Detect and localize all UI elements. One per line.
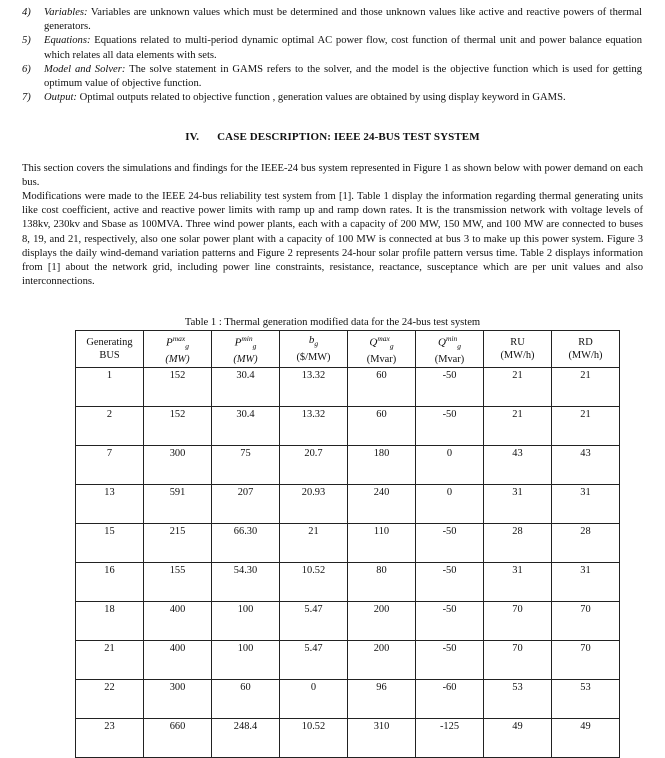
cell-bus: 7	[76, 446, 144, 485]
cell-ru: 49	[484, 719, 552, 758]
section-heading	[0, 131, 665, 143]
cell-pmin: 207	[212, 485, 280, 524]
cell-qmax: 310	[348, 719, 416, 758]
list-item-text: Variables are unknown values which must be determined and those unknown values like active and reactive powers of thermal generators.	[44, 7, 642, 33]
cell-bus: 16	[76, 563, 144, 602]
cell-ru: 21	[484, 407, 552, 446]
cell-qmin: -50	[416, 641, 484, 680]
cell-rd: 43	[552, 446, 620, 485]
enumerated-list	[22, 6, 642, 105]
cell-qmax: 96	[348, 680, 416, 719]
cell-rd: 21	[552, 368, 620, 407]
cell-pmin: 54.30	[212, 563, 280, 602]
col-header-qmax: $Q^{max}_g$ (Mvar)	[348, 331, 416, 368]
cell-pmax: 215	[144, 524, 212, 563]
list-item-term: Output:	[44, 92, 77, 104]
cell-bg: 21	[280, 524, 348, 563]
table-row	[76, 446, 620, 485]
table-row	[76, 485, 620, 524]
cell-pmin: 75	[212, 446, 280, 485]
table-row	[76, 680, 620, 719]
cell-pmax: 155	[144, 563, 212, 602]
paragraph: Modifications were made to the IEEE 24-bus reliability test system from [1]. Table 1 display the information regarding thermal generating units like cost coefficient, active and reactive power limits with ramp up and ramp down rates. It is the transmission network with voltage levels of 138kv, 230kv and Sbase as 100MVA. Three wind power plants, each with a capacity of 200 MW, 150 MW, and 100 MW are connected to buses 8, 19, and 21, respectively, also one solar power plant with a capacity of 100 MW is connected at bus 3 to make up this power system. Figure 3 displays the daily wind-demand variation patterns and Figure 2 represents 24-hour solar profile pattern versus time. Table 2 displays information from [1] about the network grid, including power line constraints, resistance, reactance, susceptance which are per unit values and also interconnections.	[22, 191, 643, 288]
col-header-bus: Generating BUS	[76, 331, 144, 368]
list-item-term: Variables:	[44, 7, 88, 18]
table-header-row	[76, 331, 620, 368]
cell-pmin: 66.30	[212, 524, 280, 563]
cell-rd: 70	[552, 641, 620, 680]
cell-bus: 18	[76, 602, 144, 641]
col-header-bg: $b_g$ ($/MW)	[280, 331, 348, 368]
cell-pmin: 30.4	[212, 368, 280, 407]
cell-qmax: 200	[348, 641, 416, 680]
cell-pmax: 152	[144, 368, 212, 407]
cell-bus: 15	[76, 524, 144, 563]
section-title: CASE DESCRIPTION: IEEE 24-BUS TEST SYSTEM	[217, 131, 480, 143]
col-header-pmin: $P^{min}_g$ (MW)	[212, 331, 280, 368]
cell-pmax: 300	[144, 680, 212, 719]
list-item-text: The solve statement in GAMS refers to the solver, and the model is the objective function which is used for getting optimum value of objective function.	[44, 63, 642, 90]
cell-qmin: -125	[416, 719, 484, 758]
section-number: IV.	[185, 131, 200, 143]
cell-bg: 0	[280, 680, 348, 719]
table-row	[76, 407, 620, 446]
table-row	[76, 368, 620, 407]
cell-bg: 13.32	[280, 368, 348, 407]
cell-qmax: 200	[348, 602, 416, 641]
cell-bus: 21	[76, 641, 144, 680]
cell-pmin: 248.4	[212, 719, 280, 758]
list-item-term: Model and Solver:	[44, 63, 126, 75]
cell-qmin: 0	[416, 485, 484, 524]
cell-qmin: -50	[416, 563, 484, 602]
cell-bus: 13	[76, 485, 144, 524]
cell-qmax: 180	[348, 446, 416, 485]
cell-pmax: 400	[144, 602, 212, 641]
cell-bus: 2	[76, 407, 144, 446]
col-header-ru: RU (MW/h)	[484, 331, 552, 368]
cell-rd: 28	[552, 524, 620, 563]
table-row	[76, 602, 620, 641]
cell-rd: 49	[552, 719, 620, 758]
cell-pmax: 660	[144, 719, 212, 758]
cell-ru: 21	[484, 368, 552, 407]
cell-bus: 23	[76, 719, 144, 758]
cell-pmax: 400	[144, 641, 212, 680]
cell-pmin: 60	[212, 680, 280, 719]
cell-ru: 70	[484, 602, 552, 641]
table-row	[76, 524, 620, 563]
cell-bg: 20.7	[280, 446, 348, 485]
cell-bg: 13.32	[280, 407, 348, 446]
cell-qmin: -60	[416, 680, 484, 719]
list-item: 7) Output: Optimal outputs related to objective function , generation values are obtained by using display keyword in GAMS.	[22, 92, 566, 104]
cell-bg: 5.47	[280, 641, 348, 680]
cell-rd: 70	[552, 602, 620, 641]
cell-ru: 28	[484, 524, 552, 563]
cell-pmin: 100	[212, 602, 280, 641]
cell-pmax: 300	[144, 446, 212, 485]
list-item: 4) Variables: Variables are unknown values which must be determined and those unknown values like active and reactive powers of thermal generators.	[22, 7, 642, 33]
cell-qmin: -50	[416, 368, 484, 407]
thermal-generation-table	[75, 330, 620, 758]
table-row	[76, 641, 620, 680]
cell-pmax: 152	[144, 407, 212, 446]
paragraph: This section covers the simulations and findings for the IEEE-24 bus system represented in Figure 1 as shown below with power demand on each bus.	[22, 163, 643, 189]
cell-qmin: -50	[416, 602, 484, 641]
cell-ru: 31	[484, 563, 552, 602]
cell-rd: 31	[552, 485, 620, 524]
cell-bg: 5.47	[280, 602, 348, 641]
cell-ru: 43	[484, 446, 552, 485]
cell-rd: 21	[552, 407, 620, 446]
cell-bus: 1	[76, 368, 144, 407]
cell-qmin: 0	[416, 446, 484, 485]
cell-qmin: -50	[416, 407, 484, 446]
cell-qmax: 60	[348, 368, 416, 407]
cell-qmax: 110	[348, 524, 416, 563]
list-item-text: Optimal outputs related to objective function , generation values are obtained by using display keyword in GAMS.	[76, 92, 566, 104]
cell-ru: 70	[484, 641, 552, 680]
cell-pmin: 30.4	[212, 407, 280, 446]
cell-pmin: 100	[212, 641, 280, 680]
cell-qmax: 60	[348, 407, 416, 446]
cell-ru: 53	[484, 680, 552, 719]
cell-pmax: 591	[144, 485, 212, 524]
list-item: 5) Equations: Equations related to multi-period dynamic optimal AC power flow, cost function of thermal unit and power balance equation which relates all data elements with sets.	[22, 35, 642, 61]
cell-bg: 10.52	[280, 719, 348, 758]
col-header-qmin: $Q^{min}_g$ (Mvar)	[416, 331, 484, 368]
col-header-pmax: $P^{max}_g$ (MW)	[144, 331, 212, 368]
table-row	[76, 719, 620, 758]
cell-rd: 31	[552, 563, 620, 602]
list-item-term: Equations:	[44, 35, 91, 47]
cell-qmin: -50	[416, 524, 484, 563]
cell-bg: 10.52	[280, 563, 348, 602]
cell-rd: 53	[552, 680, 620, 719]
cell-qmax: 80	[348, 563, 416, 602]
cell-qmax: 240	[348, 485, 416, 524]
table-caption: Table 1 : Thermal generation modified data for the 24-bus test system	[184, 317, 481, 328]
table-row	[76, 563, 620, 602]
list-item-text: Equations related to multi-period dynamic optimal AC power flow, cost function of thermal unit and power balance equation which relates all data elements with sets.	[44, 35, 642, 61]
cell-ru: 31	[484, 485, 552, 524]
cell-bus: 22	[76, 680, 144, 719]
col-header-rd: RD (MW/h)	[552, 331, 620, 368]
list-item: 6) Model and Solver: The solve statement in GAMS refers to the solver, and the model is the objective function which is used for getting optimum value of objective function.	[22, 63, 642, 90]
cell-bg: 20.93	[280, 485, 348, 524]
